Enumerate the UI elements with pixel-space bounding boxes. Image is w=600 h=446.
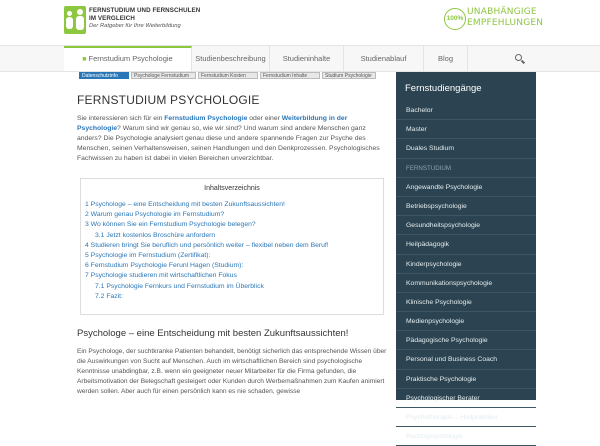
home-icon: ■ <box>82 56 87 63</box>
table-of-contents <box>80 178 384 315</box>
toc-link[interactable]: 3 Wo können Sie ein Fernstudium Psychologie belegen? <box>85 221 256 229</box>
section-paragraph: Ein Psychologe, der suchtkranke Patienten behandelt, benötigt sicherlich das entsprechende Wissen über die Auswirkungen von Sucht auf Menschen. Auch im wirtschaftlichen Bereich sind psychologische Kenntnisse unabdingbar, z.B. wenn ein geeigneter neuer Mitarbeiter für die Firma gefunden, die Arbeitsmotivation der Belegschaft gesteigert oder Kunden durch Werbemaßnahmen zum Kaufen animiert werden sollen. Aber auch für einen persönlich kann es nie schaden, gewisse <box>77 348 387 395</box>
logo-title-line2: IM VERGLEICH <box>89 14 135 22</box>
nav-item-label: Studienablauf <box>360 54 407 63</box>
nav-item-fernstudium-psychologie[interactable] <box>64 46 192 71</box>
main-nav <box>0 45 600 72</box>
intro-link-weiterbildung[interactable]: Weiterbildung in der Psychologie <box>77 115 348 132</box>
sidebar-item-praktische-psychologie[interactable]: Praktische Psychologie <box>396 370 536 389</box>
toc-list <box>85 200 381 302</box>
toc-link[interactable]: 7 Psychologie studieren mit wirtschaftlichen Fokus <box>85 272 237 280</box>
sidebar-item-kommunikationspsychologie[interactable]: Kommunikationspsychologie <box>396 274 536 293</box>
toc-link[interactable]: 7.1 Psychologie Fernkurs und Fernstudium im Überblick <box>95 282 264 290</box>
badge-percent: 100% <box>444 8 466 30</box>
intro-text: ? Warum sind wir genau so, wie wir sind? Und warum sind andere Menschen ganz anders? Die Psychologie analysiert genau diese und andere spannende Fragen zur Psyche des Menschen, seinen Verhaltensweisen, seinen Handlungen und den Denkprozessen. Psychologisches Fachwissen zu haben ist dabei in vielen Bereichen unverzichtbar. <box>77 125 380 162</box>
sidebar-item-paedagogische-psychologie[interactable]: Pädagogische Psychologie <box>396 331 536 350</box>
sidebar-section-heading: FERNSTUDIUM <box>396 159 536 178</box>
sidebar-item-angewandte-psychologie[interactable]: Angewandte Psychologie <box>396 178 536 197</box>
nav-item-label: Studienbeschreibung <box>195 54 266 63</box>
subtab-fernstudium-inhalte[interactable]: Fernstudium Inhalte <box>260 72 320 79</box>
subtab-bar <box>76 72 376 79</box>
sidebar-item-rechtspsychologie[interactable]: Rechtspsychologie <box>396 427 536 446</box>
sidebar-item-betriebspsychologie[interactable]: Betriebspsychologie <box>396 197 536 216</box>
intro-paragraph <box>77 114 389 164</box>
sidebar <box>396 72 536 441</box>
sidebar-item-master[interactable]: Master <box>396 120 536 139</box>
sidebar-title: Fernstudiengänge <box>405 83 482 94</box>
sidebar-item-psychologischer-berater[interactable]: Psychologischer Berater <box>396 389 536 408</box>
sidebar-item-psychotherapie-heilpraktiker[interactable]: Psychotherapie – Heilpraktiker <box>396 408 536 427</box>
sidebar-item-bachelor[interactable]: Bachelor <box>396 101 536 120</box>
subtab-fernstudium-kosten[interactable]: Fernstudium Kosten <box>198 72 258 79</box>
toc-link[interactable]: 3.1 Jetzt kostenlos Broschüre anfordern <box>95 231 216 239</box>
toc-link[interactable]: 6 Fernstudium Psychologie Ferunl Hagen (Studium): <box>85 262 244 270</box>
toc-link[interactable]: 1 Psychologe – eine Entscheidung mit besten Zukunftsaussichten! <box>85 201 285 208</box>
toc-link[interactable]: 5 Psychologie im Fernstudium (Zertifikat): <box>85 252 211 260</box>
intro-text: oder einer <box>247 115 282 122</box>
toc-title: Inhaltsverzeichnis <box>204 185 260 192</box>
sidebar-item-duales-studium[interactable]: Duales Studium <box>396 139 536 158</box>
toc-link[interactable]: 2 Warum genau Psychologie im Fernstudium? <box>85 211 225 219</box>
nav-item-label: Fernstudium Psychologie <box>88 54 173 63</box>
sidebar-item-medienpsychologie[interactable]: Medienpsychologie <box>396 312 536 331</box>
logo-icon[interactable] <box>64 6 86 34</box>
site-logo-text[interactable] <box>89 7 200 30</box>
subtab-psychologe-fernstudium[interactable]: Psychologe Fernstudium <box>131 72 196 79</box>
sidebar-item-kinderpsychologie[interactable]: Kinderpsychologie <box>396 255 536 274</box>
sidebar-item-gesundheitspsychologie[interactable]: Gesundheitspsychologie <box>396 216 536 235</box>
toc-link[interactable]: 4 Studieren bringt Sie beruflich und persönlich weiter – flexibel neben dem Beruf! <box>85 241 329 249</box>
nav-item-studieninhalte[interactable] <box>270 46 344 71</box>
search-icon[interactable] <box>514 53 526 65</box>
page-title: FERNSTUDIUM PSYCHOLOGIE <box>77 93 260 107</box>
nav-item-blog[interactable] <box>424 46 468 71</box>
sidebar-item-klinische-psychologie[interactable]: Klinische Psychologie <box>396 293 536 312</box>
intro-link-fernstudium[interactable]: Fernstudium Psychologie <box>164 115 248 122</box>
intro-text: Sie interessieren sich für ein <box>77 115 165 122</box>
sidebar-item-personal-business-coach[interactable]: Personal und Business Coach <box>396 350 536 369</box>
section-heading: Psychologe – eine Entscheidung mit besten Zukunftsaussichten! <box>77 328 349 339</box>
nav-item-studienablauf[interactable] <box>344 46 424 71</box>
badge-line1: UNABHÄNGIGE <box>467 7 537 17</box>
site-header <box>0 0 600 45</box>
badge-line2: EMPFEHLUNGEN <box>467 18 544 28</box>
nav-item-studienbeschreibung[interactable] <box>192 46 270 71</box>
logo-title-line1: FERNSTUDIUM UND FERNSCHULEN <box>89 7 201 14</box>
subtab-studium-psychologie[interactable]: Studium Psychologie <box>322 72 376 79</box>
subtab-datenschutzinfo[interactable]: Datenschutzinfo <box>79 72 129 79</box>
main-content <box>74 72 390 400</box>
sidebar-item-heilpaedagogik[interactable]: Heilpädagogik <box>396 235 536 254</box>
nav-item-label: Blog <box>437 54 453 63</box>
toc-link[interactable]: 7.2 Fazit: <box>95 292 123 300</box>
nav-item-label: Studieninhalte <box>282 54 331 63</box>
logo-tagline: Der Ratgeber für Ihre Weiterbildung <box>89 23 181 29</box>
badge-text <box>467 7 543 29</box>
independence-badge <box>444 6 564 36</box>
sidebar-list <box>396 101 536 446</box>
